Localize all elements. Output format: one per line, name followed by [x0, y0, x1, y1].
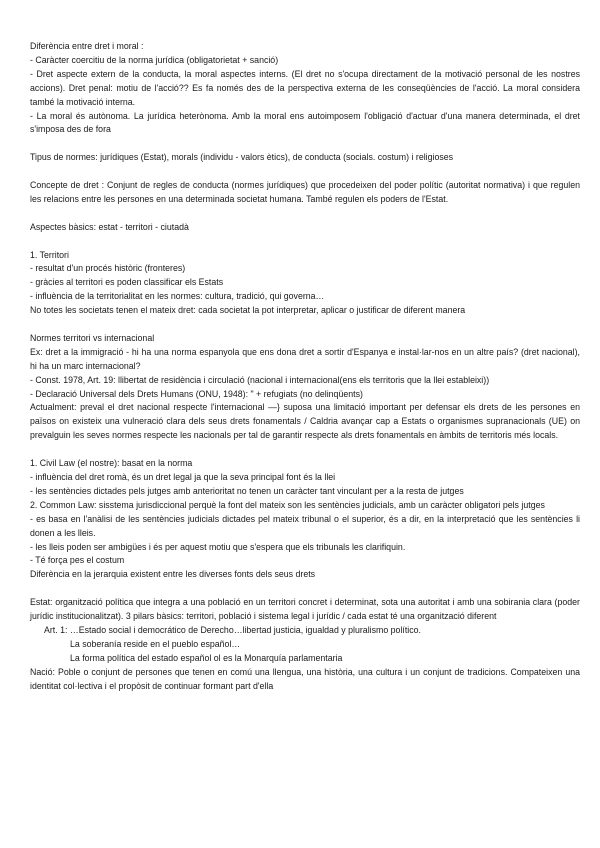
estat-definition: Estat: organització política que integra a una població en un territori concret i determinat, sota una autoritat i amb una sobirania clara (poder jurídic institucionalitzat). 3 pilars bàsics: territori, població i sistema legal i jurídic / cada estat té una organització diferent [30, 597, 580, 622]
spacer [30, 318, 580, 332]
territori-item: - influència de la territorialitat en les normes: cultura, tradició, qui governa… [30, 291, 325, 302]
sistemes-item: - es basa en l'anàlisi de les sentències judicials dictades pel mateix tribunal o el superior, és a dir, en la interpretació que les sentències li donen a les lleis. [30, 513, 580, 538]
sistemes-item: Diferència en la jerarquia existent entre les diverses fonts dels seus drets [30, 569, 316, 580]
territori-item: No totes les societats tenen el mateix dret: cada societat la pot interpretar, aplicar o justificar de diferent manera [30, 305, 466, 316]
spacer [30, 207, 580, 221]
document-page [30, 40, 580, 693]
normes-heading: Normes territori vs internacional [30, 332, 155, 343]
estat-soberania: La soberanía reside en el pueblo español… [70, 638, 241, 649]
moral-item: - Caràcter coercitiu de la norma jurídica (obligatorietat + sanció) [30, 54, 279, 65]
concepte-dret: Concepte de dret : Conjunt de regles de conducta (normes jurídiques) que procedeixen del poder polític (autoritat normativa) i que regulen les relacions entre les persones en una determinada societat humana. També regulen els poders de l'Estat. [30, 180, 580, 204]
moral-heading: Diferència entre dret i moral : [30, 41, 144, 51]
territori-item: - gràcies al territori es poden classificar els Estats [30, 277, 224, 288]
tipus-normes: Tipus de normes: jurídiques (Estat), morals (individu - valors ètics), de conducta (socials. costum) i religioses [30, 152, 454, 163]
sistemes-item: - les lleis poden ser ambigües i és per aquest motiu que s'espera que els tribunals les clarifiquin. [30, 541, 406, 552]
spacer [30, 137, 580, 151]
normes-item: Ex: dret a la immigració - hi ha una norma espanyola que ens dona dret a sortir d'Espanya e instal·lar-nos en un altre país? (dret nacional), hi ha un marc internacional? [30, 346, 580, 371]
sistemes-item: 1. Civil Law (el nostre): basat en la norma [30, 458, 193, 469]
moral-item: - Dret aspecte extern de la conducta, la moral aspectes interns. (El dret no s'ocupa directament de la motivació personal de les nostres accions). Dret penal: motiu de l'acció?? Es fa només des de la perspectiva externa de les conseqüències de l'acció. La moral considera també la motivació interna. [30, 68, 580, 107]
normes-item: Actualment: preval el dret nacional respecte l'internacional —} suposa una limitació important per defensar els drets de les persones en països on existeix una vulneració clara dels seus drets fonamentals / Caldria avançar cap a Estats o organismes supranacionals (UE) on prevalguin les seves normes respecte les nacionals per tal de garantir respecte als drets fonamentals en àmbits de territoris més locals. [30, 402, 580, 441]
estat-art1: Art. 1: …Estado social i democrático de Derecho…libertad justicia, igualdad y pluralismo político. [44, 624, 421, 635]
sistemes-item: - influència del dret romà, és un dret legal ja que la seva principal font és la llei [30, 472, 336, 482]
territori-item: - resultat d'un procés històric (fronteres) [30, 263, 186, 274]
territori-heading: 1. Territori [30, 249, 69, 260]
aspectes-basics: Aspectes bàsics: estat - territori - ciutadà [30, 221, 189, 232]
nacio-definition: Nació: Poble o conjunt de persones que tenen en comú una llengua, una història, una cultura i un conjunt de tradicions. Compateixen una identitat col·lectiva i el propòsit de continuar formant part d'ella [30, 666, 580, 691]
moral-item: - La moral és autònoma. La jurídica heterònoma. Amb la moral ens autoimposem l'obligació d'actuar d'una manera determinada, el dret s'imposa des de fora [30, 110, 580, 135]
sistemes-item: 2. Common Law: sisstema jurisdiccional perquè la font del mateix son les sentències judicials, amb un caràcter obligatori pels jutges [30, 499, 545, 510]
spacer [30, 443, 580, 457]
sistemes-item: - les sentències dictades pels jutges amb anterioritat no tenen un caràcter tant vinculant per a la resta de jutges [30, 485, 464, 496]
sistemes-item: - Té força pes el costum [30, 555, 125, 566]
spacer [30, 235, 580, 249]
estat-forma: La forma política del estado español ol es la Monarquía parlamentaria [70, 652, 343, 663]
normes-item: - Declaració Universal dels Drets Humans (ONU, 1948): " + refugiats (no delinqüents) [30, 388, 363, 399]
spacer [30, 165, 580, 179]
spacer [30, 582, 580, 596]
normes-item: - Const. 1978, Art. 19: llibertat de residència i circulació (nacional i internacional(ens els territoris que la llei estableixi)) [30, 374, 490, 385]
